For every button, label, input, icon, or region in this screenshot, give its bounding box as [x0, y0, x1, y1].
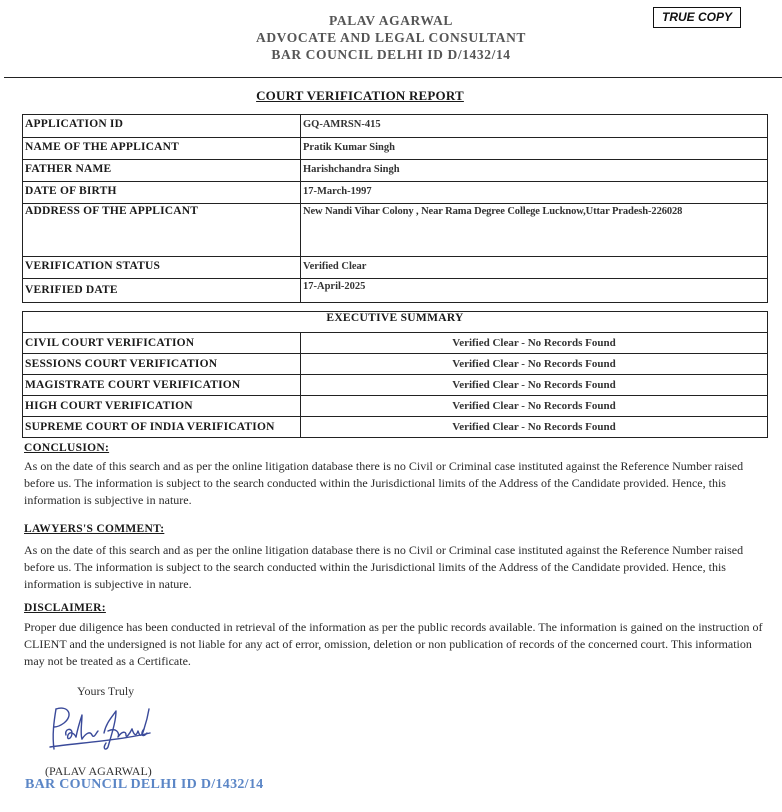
verified-date-value: 17-April-2025 — [301, 279, 768, 303]
letterhead-bar-id: BAR COUNCIL DELHI ID D/1432/14 — [271, 47, 511, 62]
signature-icon — [46, 703, 156, 755]
summary-value: Verified Clear - No Records Found — [301, 417, 768, 438]
table-row — [23, 204, 768, 257]
detail-value: Pratik Kumar Singh — [301, 138, 768, 160]
summary-value: Verified Clear - No Records Found — [301, 396, 768, 417]
summary-value: Verified Clear - No Records Found — [301, 333, 768, 354]
lawyers-comment-heading: LAWYERS'S COMMENT: — [24, 523, 165, 535]
detail-value: GQ-AMRSN-415 — [301, 115, 768, 138]
table-row — [23, 138, 768, 160]
detail-label: FATHER NAME — [23, 160, 301, 182]
address-value: New Nandi Vihar Colony , Near Rama Degree College Lucknow,Uttar Pradesh-226028 — [301, 204, 768, 257]
summary-value: Verified Clear - No Records Found — [301, 354, 768, 375]
detail-value: Harishchandra Singh — [301, 160, 768, 182]
table-row — [23, 417, 768, 438]
header-divider — [4, 77, 782, 78]
detail-label: ADDRESS OF THE APPLICANT — [23, 204, 301, 257]
table-row — [23, 257, 768, 279]
table-row — [23, 182, 768, 204]
true-copy-stamp: TRUE COPY — [653, 7, 741, 28]
summary-label: SUPREME COURT OF INDIA VERIFICATION — [23, 417, 301, 438]
signature-image — [46, 703, 156, 760]
summary-value: Verified Clear - No Records Found — [301, 375, 768, 396]
executive-summary-title: EXECUTIVE SUMMARY — [23, 312, 768, 333]
detail-label: VERIFIED DATE — [23, 279, 301, 303]
table-row — [23, 160, 768, 182]
table-row — [23, 333, 768, 354]
detail-value: 17-March-1997 — [301, 182, 768, 204]
detail-label: APPLICATION ID — [23, 115, 301, 138]
signatory-bar-id: BAR COUNCIL DELHI ID D/1432/14 — [25, 777, 264, 792]
detail-label: DATE OF BIRTH — [23, 182, 301, 204]
summary-label: HIGH COURT VERIFICATION — [23, 396, 301, 417]
signatory-name: (PALAV AGARWAL) — [45, 764, 152, 778]
letterhead-name: PALAV AGARWAL — [329, 13, 453, 28]
closing-text: Yours Truly — [77, 684, 135, 698]
table-row — [23, 312, 768, 333]
applicant-details-table — [22, 114, 768, 303]
lawyers-comment-text: As on the date of this search and as per the online litigation database there is no Civil or Criminal case instituted against the Reference Number raised before us. The information is subject to the search conducted within the Jurisdictional limits of the Address of the Candidate provided. Hence, this information is subjective in nature. — [24, 543, 744, 591]
verification-status-value: Verified Clear — [301, 257, 768, 279]
table-row — [23, 375, 768, 396]
letterhead-designation: ADVOCATE AND LEGAL CONSULTANT — [255, 30, 527, 45]
detail-label: NAME OF THE APPLICANT — [23, 138, 301, 160]
disclaimer-text: Proper due diligence has been conducted in retrieval of the information as per the public records available. The information is gained on the instruction of CLIENT and the undersigned is not liable for any act of error, omission, deletion or non publication of records of the concerned court. This information may not be treated as a Certificate. — [24, 620, 763, 668]
table-row — [23, 396, 768, 417]
conclusion-text: As on the date of this search and as per the online litigation database there is no Civil or Criminal case instituted against the Reference Number raised before us. The information is subject to the search conducted within the Jurisdictional limits of the Address of the Candidate provided. Hence, this information is subjective in nature. — [24, 459, 744, 507]
detail-label: VERIFICATION STATUS — [23, 257, 301, 279]
table-row — [23, 115, 768, 138]
summary-label: CIVIL COURT VERIFICATION — [23, 333, 301, 354]
disclaimer-heading: DISCLAIMER: — [24, 602, 106, 614]
table-row — [23, 279, 768, 303]
conclusion-heading: CONCLUSION: — [24, 442, 110, 454]
executive-summary-table — [22, 311, 768, 438]
report-title: COURT VERIFICATION REPORT — [256, 88, 464, 103]
summary-label: SESSIONS COURT VERIFICATION — [23, 354, 301, 375]
table-row — [23, 354, 768, 375]
summary-label: MAGISTRATE COURT VERIFICATION — [23, 375, 301, 396]
